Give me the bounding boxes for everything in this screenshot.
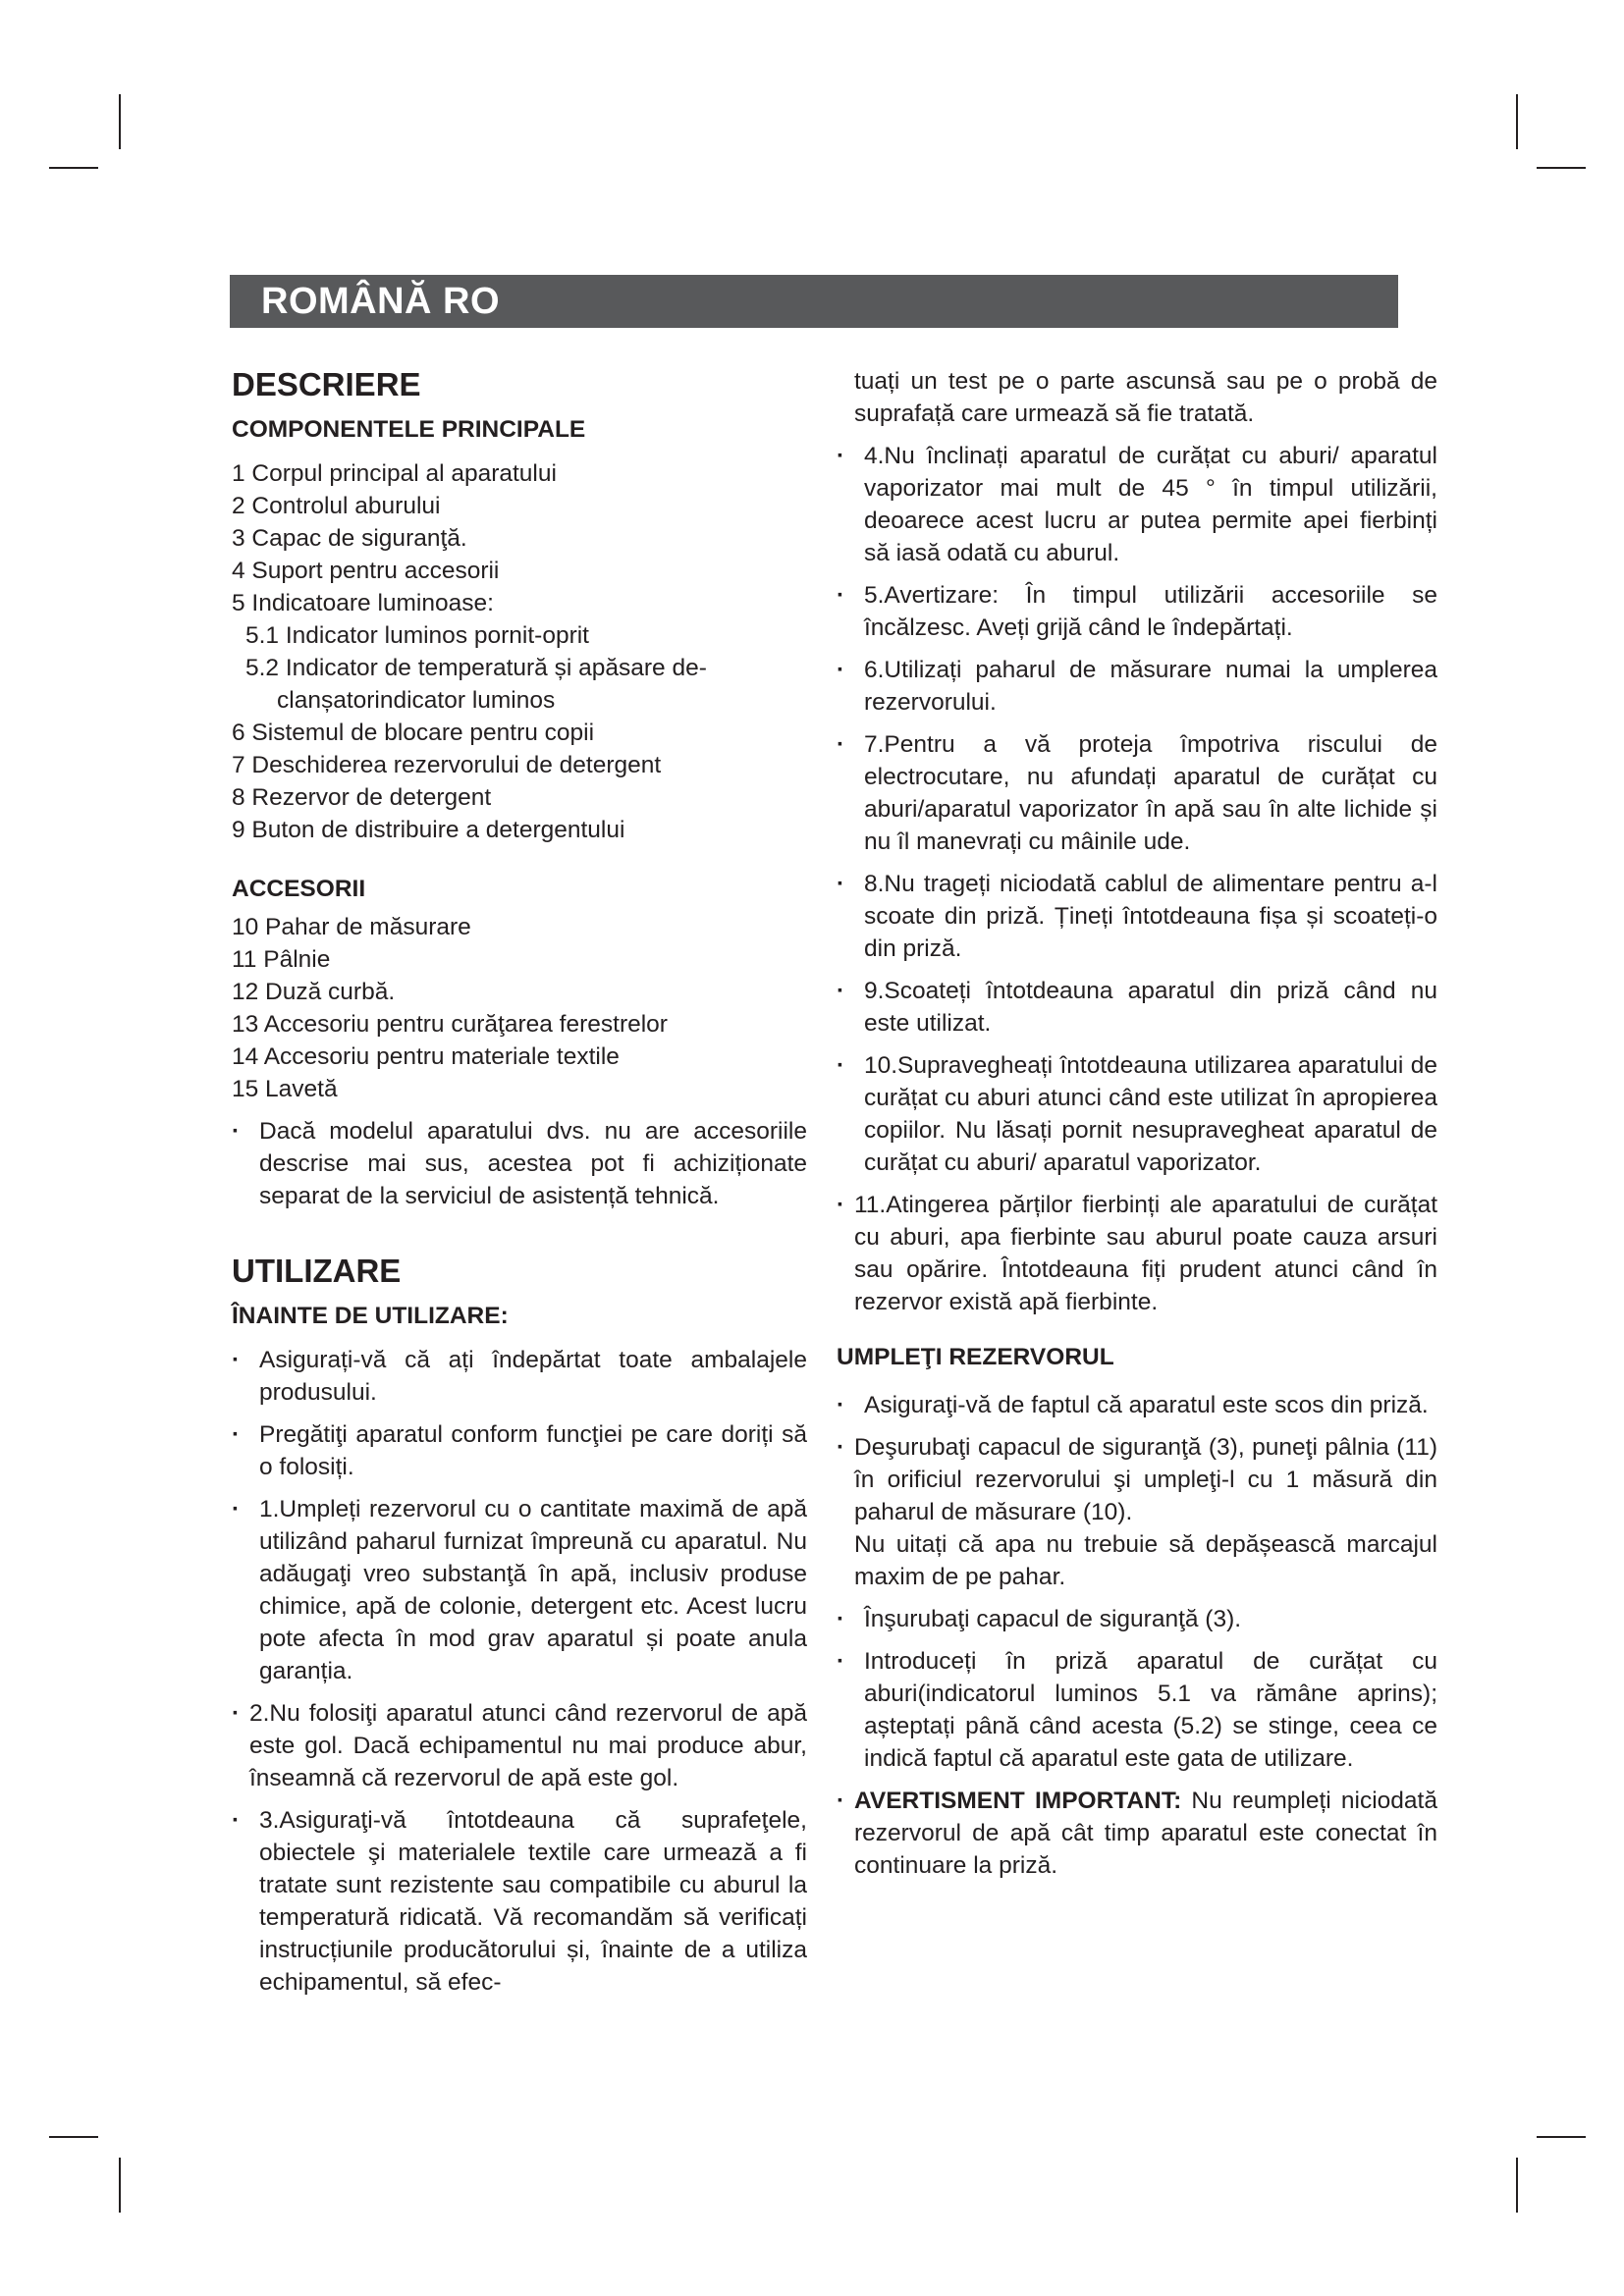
list-item: 5 Indicatoare luminoase: bbox=[232, 590, 494, 616]
warning-item: · 8.Nu trageți niciodată cablul de alimentare pentru a-l scoate din priză. Țineți întotdeauna fișa și scoateți-o din priză. bbox=[837, 868, 1437, 965]
list-item: 5.1 Indicator luminos pornit-oprit bbox=[245, 622, 589, 649]
fill-item: · Înşurubaţi capacul de siguranţă (3). bbox=[837, 1603, 1437, 1635]
list-item: 5.2 Indicator de temperatură și apăsare de- bbox=[245, 655, 707, 681]
final-warning bbox=[837, 1785, 1437, 1882]
list-item: 2 Controlul aburului bbox=[232, 493, 441, 519]
continuation-text: tuați un test pe o parte ascunsă sau pe o probă de suprafață care urmează să fie tratată. bbox=[854, 368, 1437, 427]
usage-item: · 1.Umpleți rezervorul cu o cantitate maximă de apă utilizând paharul furnizat împreună cu aparatul. Nu adăugaţi vreo substanţă în apă, inclusiv produse chimice, apă de colonie, detergent etc. Acest lucru pote afecta în mod grav aparatul și poate anula garanția. bbox=[232, 1493, 807, 1687]
crop-mark-bottom-left-h bbox=[49, 2136, 98, 2138]
section-title-utilizare: UTILIZARE bbox=[232, 1253, 402, 1289]
warning-item: · 11.Atingerea părților fierbinți ale aparatului de curățat cu aburi, apa fierbinte sau aburul poate cauza arsuri sau opărire. Întotdeauna fiți prudent atunci când în rezervor există apă fierbinte. bbox=[837, 1189, 1437, 1318]
fill-item: · Deşurubaţi capacul de siguranţă (3), puneţi pâlnia (11) în orificiul rezervorului şi umpleţi-l cu 1 măsură din paharul de măsurare (10). bbox=[837, 1431, 1437, 1528]
warning-item: · 9.Scoateți întotdeauna aparatul din priză când nu este utilizat. bbox=[837, 975, 1437, 1040]
crop-mark-top-left-h bbox=[49, 167, 98, 169]
usage-item: · 2.Nu folosiţi aparatul atunci când rezervorul de apă este gol. Dacă echipamentul nu mai produce abur, înseamnă că rezervorul de apă este gol. bbox=[232, 1697, 807, 1794]
subsection-title-umpleti: UMPLEŢI REZERVORUL bbox=[837, 1344, 1114, 1370]
warning-item: · 5.Avertizare: În timpul utilizării accesoriile se încălzesc. Aveți grijă când le îndepărtați. bbox=[837, 579, 1437, 644]
final-warning-text: Nu reumpleți niciodată rezervorul de apă cât timp aparatul este conectat în continuare la priză. bbox=[854, 1788, 1437, 1879]
subsection-title-componente: COMPONENTELE PRINCIPALE bbox=[232, 416, 586, 443]
fill-note: Nu uitați că apa nu trebuie să depășească marcajul maxim de pe pahar. bbox=[854, 1531, 1437, 1590]
list-item: 7 Deschiderea rezervorului de detergent bbox=[232, 752, 662, 778]
list-item: 8 Rezervor de detergent bbox=[232, 784, 492, 811]
list-item: 3 Capac de siguranţă. bbox=[232, 525, 467, 552]
list-item: 6 Sistemul de blocare pentru copii bbox=[232, 720, 595, 746]
components-list bbox=[232, 457, 807, 846]
fill-item: · Introduceți în priză aparatul de curățat cu aburi(indicatorul luminos 5.1 va rămâne aprins); așteptați până când acesta (5.2) se stinge, ceea ce indică faptul că aparatul este gata de utilizare. bbox=[837, 1645, 1437, 1775]
list-item: 13 Accesoriu pentru curăţarea ferestrelor bbox=[232, 1011, 668, 1038]
left-column bbox=[232, 365, 807, 2008]
right-column bbox=[837, 365, 1437, 1892]
crop-mark-top-right-h bbox=[1537, 167, 1586, 169]
list-item: 12 Duză curbă. bbox=[232, 979, 396, 1005]
crop-mark-bottom-right-v bbox=[1516, 2158, 1518, 2213]
list-item: 11 Pâlnie bbox=[232, 946, 331, 973]
warning-item: · 4.Nu înclinați aparatul de curățat cu aburi/ aparatul vaporizator mai mult de 45 ° în timpul utilizării, deoarece acest lucru ar putea permite apei fierbinți să iasă odată cu aburul. bbox=[837, 440, 1437, 569]
list-item: 14 Accesoriu pentru materiale textile bbox=[232, 1043, 620, 1070]
subsection-title-accesorii: ACCESORII bbox=[232, 876, 366, 902]
list-item: 4 Suport pentru accesorii bbox=[232, 558, 500, 584]
language-header-bar: ROMÂNĂ RO bbox=[230, 275, 1398, 328]
usage-item: · Pregătiţi aparatul conform funcţiei pe care doriți să o folosiți. bbox=[232, 1418, 807, 1483]
crop-mark-top-right-v bbox=[1516, 94, 1518, 149]
list-item: 9 Buton de distribuire a detergentului bbox=[232, 817, 625, 843]
list-item: 1 Corpul principal al aparatului bbox=[232, 460, 557, 487]
accessories-list bbox=[232, 911, 807, 1105]
list-item: 10 Pahar de măsurare bbox=[232, 914, 471, 940]
usage-item: · 3.Asiguraţi-vă întotdeauna că suprafeţele, obiectele şi materialele textile care urmează a fi tratate sunt rezistente sau compatibile cu aburul la temperatură ridicată. Vă recomandăm să verificați instrucțiunile producătorului și, înainte de a utiliza echipamentul, să efec- bbox=[232, 1804, 807, 1999]
crop-mark-bottom-left-v bbox=[119, 2158, 121, 2213]
warning-item: · 6.Utilizați paharul de măsurare numai la umplerea rezervorului. bbox=[837, 654, 1437, 719]
list-item: clanșatorindicator luminos bbox=[277, 687, 556, 714]
crop-mark-top-left-v bbox=[119, 94, 121, 149]
list-item: 15 Lavetă bbox=[232, 1076, 338, 1102]
subsection-title-inainte: ÎNAINTE DE UTILIZARE: bbox=[232, 1303, 509, 1329]
warning-item: · 10.Supravegheați întotdeauna utilizarea aparatului de curățat cu aburi atunci când este utilizat în apropierea copiilor. Nu lăsați pornit nesupravegheat aparatul de curățat cu aburi/ aparatul vaporizator. bbox=[837, 1049, 1437, 1179]
accessories-note: · Dacă modelul aparatului dvs. nu are accesoriile descrise mai sus, acestea pot fi achiziționate separat de la serviciul de asistență tehnică. bbox=[232, 1115, 807, 1212]
crop-mark-bottom-right-h bbox=[1537, 2136, 1586, 2138]
fill-item: · Asiguraţi-vă de faptul că aparatul este scos din priză. bbox=[837, 1389, 1437, 1421]
section-title-descriere: DESCRIERE bbox=[232, 366, 421, 402]
warning-item: · 7.Pentru a vă proteja împotriva riscului de electrocutare, nu afundați aparatul de curățat cu aburi/aparatul vaporizator în apă sau în alte lichide și nu îl manevrați cu mâinile ude. bbox=[837, 728, 1437, 858]
final-warning-label: AVERTISMENT IMPORTANT: bbox=[854, 1788, 1182, 1814]
usage-item: · Asigurați-vă că ați îndepărtat toate ambalajele produsului. bbox=[232, 1344, 807, 1409]
